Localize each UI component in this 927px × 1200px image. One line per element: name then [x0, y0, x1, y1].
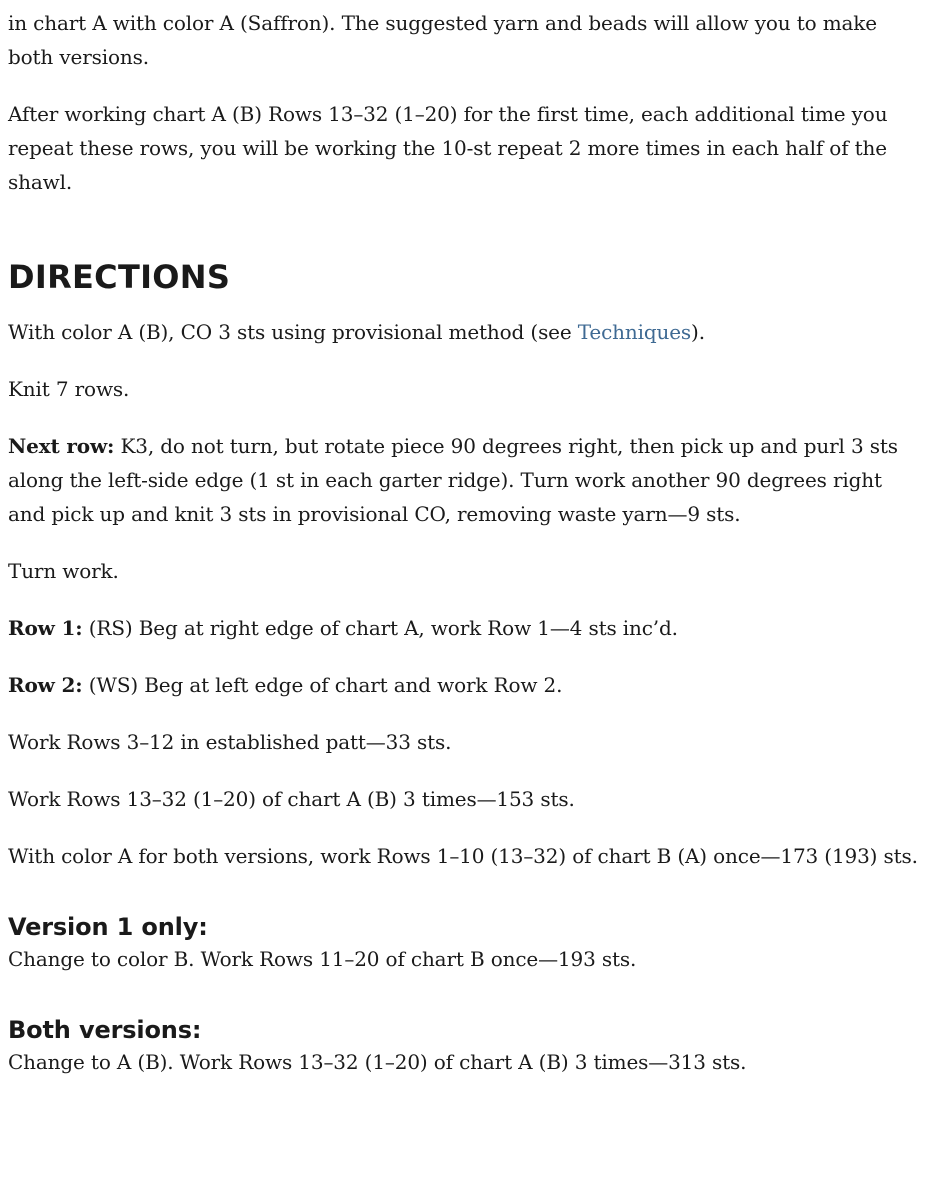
- color-a-paragraph: With color A for both versions, work Rows 1–10 (13–32) of chart B (A) once—173 (193) sts.: [8, 844, 918, 868]
- turn-work-paragraph: Turn work.: [8, 559, 119, 583]
- knit-rows-paragraph: Knit 7 rows.: [8, 377, 130, 401]
- cast-on-text: With color A (B), CO 3 sts using provisional method (see: [8, 320, 578, 344]
- rows-13-32-paragraph: Work Rows 13–32 (1–20) of chart A (B) 3 times—153 sts.: [8, 787, 575, 811]
- cast-on-text-end: ).: [691, 320, 705, 344]
- row-2-text: (WS) Beg at left edge of chart and work Row 2.: [82, 673, 563, 697]
- directions-heading: DIRECTIONS: [8, 258, 231, 296]
- both-versions-heading: Both versions:: [8, 1016, 202, 1044]
- next-row-label: Next row:: [8, 434, 115, 458]
- version-1-paragraph: Change to color B. Work Rows 11–20 of chart B once—193 sts.: [8, 947, 637, 971]
- row-1-label: Row 1:: [8, 616, 83, 640]
- intro-paragraph-1: in chart A with color A (Saffron). The suggested yarn and beads will allow you to make both versions.: [8, 11, 877, 69]
- pattern-page: [8, 6, 920, 1079]
- row-1-paragraph: [8, 611, 920, 645]
- version-1-heading: Version 1 only:: [8, 913, 208, 941]
- row-2-paragraph: [8, 668, 920, 702]
- techniques-link[interactable]: Techniques: [577, 320, 692, 344]
- next-row-text: K3, do not turn, but rotate piece 90 degrees right, then pick up and purl 3 sts along the left-side edge (1 st in each garter ridge). Turn work another 90 degrees right and pick up and knit 3 sts in provisional CO, removing waste yarn—9 sts.: [8, 434, 898, 526]
- both-versions-paragraph: Change to A (B). Work Rows 13–32 (1–20) of chart A (B) 3 times—313 sts.: [8, 1050, 747, 1074]
- intro-paragraph-2: After working chart A (B) Rows 13–32 (1–20) for the first time, each additional time you repeat these rows, you will be working the 10-st repeat 2 more times in each half of the shawl.: [8, 102, 888, 194]
- row-2-label: Row 2:: [8, 673, 83, 697]
- rows-3-12-paragraph: Work Rows 3–12 in established patt—33 sts.: [8, 730, 452, 754]
- cast-on-paragraph: [8, 315, 920, 349]
- next-row-paragraph: [8, 429, 920, 531]
- row-1-text: (RS) Beg at right edge of chart A, work Row 1—4 sts inc’d.: [82, 616, 678, 640]
